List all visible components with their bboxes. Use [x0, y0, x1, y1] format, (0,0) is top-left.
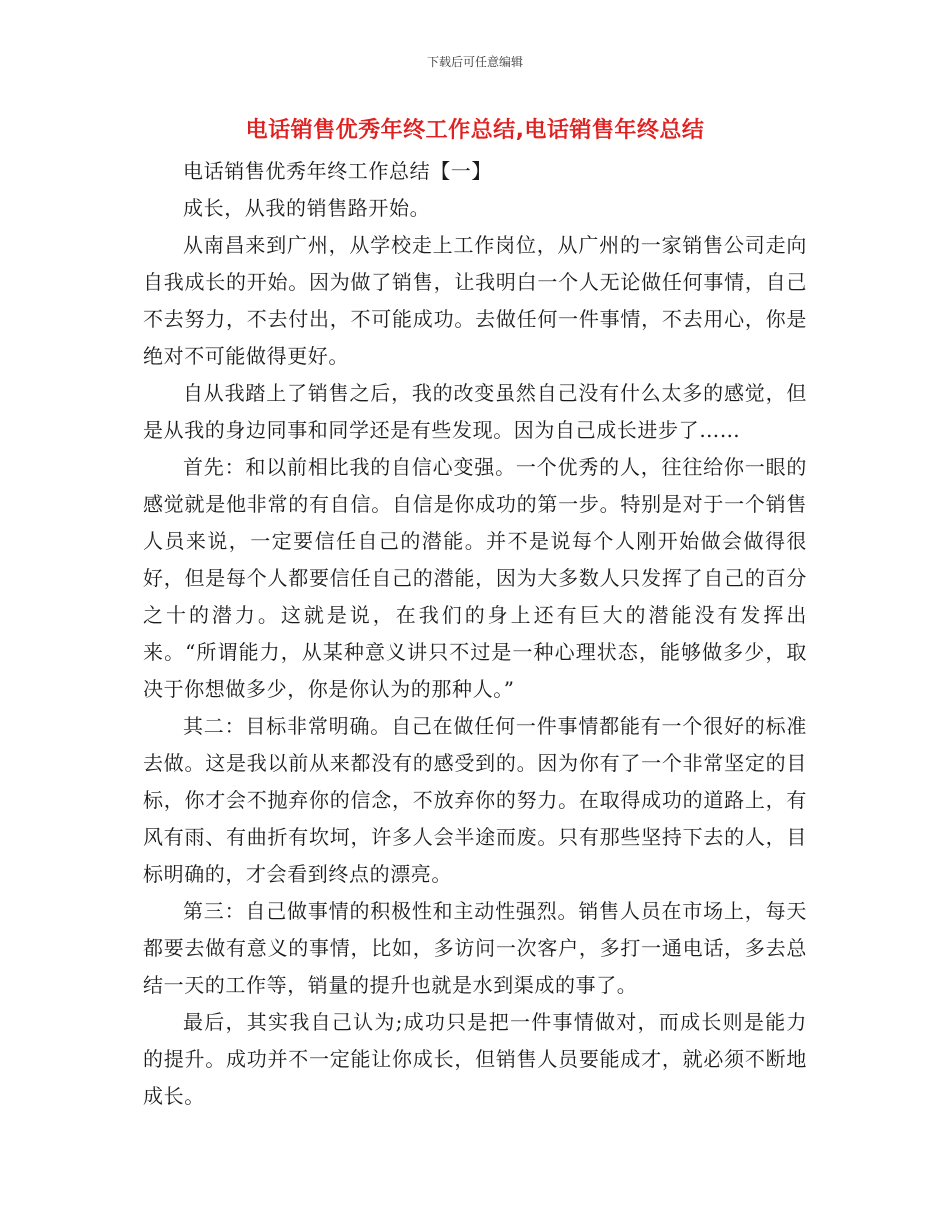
paragraph: 其二：目标非常明确。自己在做任何一件事情都能有一个很好的标准去做。这是我以前从来都没有的感受到的。因为你有了一个非常坚定的目标，你才会不抛弃你的信念，不放弃你的努力。在取得成功的道路上，有风有雨、有曲折有坎坷，许多人会半途而废。只有那些坚持下去的人，目标明确的，才会看到终点的漂亮。	[143, 714, 807, 886]
document-body	[143, 153, 807, 1115]
document-title: 电话销售优秀年终工作总结,电话销售年终总结	[245, 118, 705, 143]
section-heading: 电话销售优秀年终工作总结【一】	[183, 159, 492, 183]
paragraph: 成长，从我的销售路开始。	[183, 196, 431, 220]
paragraph: 自从我踏上了销售之后，我的改变虽然自己没有什么太多的感觉，但是从我的身边同事和同学还是有些发现。因为自己成长进步了……	[143, 381, 807, 442]
header-note: 下载后可任意编辑	[426, 55, 523, 69]
paragraph: 从南昌来到广州，从学校走上工作岗位，从广州的一家销售公司走向自我成长的开始。因为做了销售，让我明白一个人无论做任何事情，自己不去努力，不去付出，不可能成功。去做任何一件事情，不去用心，你是绝对不可能做得更好。	[143, 233, 807, 368]
paragraph: 第三：自己做事情的积极性和主动性强烈。销售人员在市场上，每天都要去做有意义的事情，比如，多访问一次客户，多打一通电话，多去总结一天的工作等，销量的提升也就是水到渠成的事了。	[143, 899, 807, 997]
paragraph: 首先：和以前相比我的自信心变强。一个优秀的人，往往给你一眼的感觉就是他非常的有自信。自信是你成功的第一步。特别是对于一个销售人员来说，一定要信任自己的潜能。并不是说每个人刚开始做会做得很好，但是每个人都要信任自己的潜能，因为大多数人只发挥了自己的百分之十的潜力。这就是说，在我们的身上还有巨大的潜能没有发挥出来。“所谓能力，从某种意义讲只不过是一种心理状态，能够做多少，取决于你想做多少，你是你认为的那种人。”	[143, 455, 807, 701]
paragraph: 最后，其实我自己认为;成功只是把一件事情做对，而成长则是能力的提升。成功并不一定能让你成长，但销售人员要能成才，就必须不断地成长。	[143, 1010, 807, 1108]
